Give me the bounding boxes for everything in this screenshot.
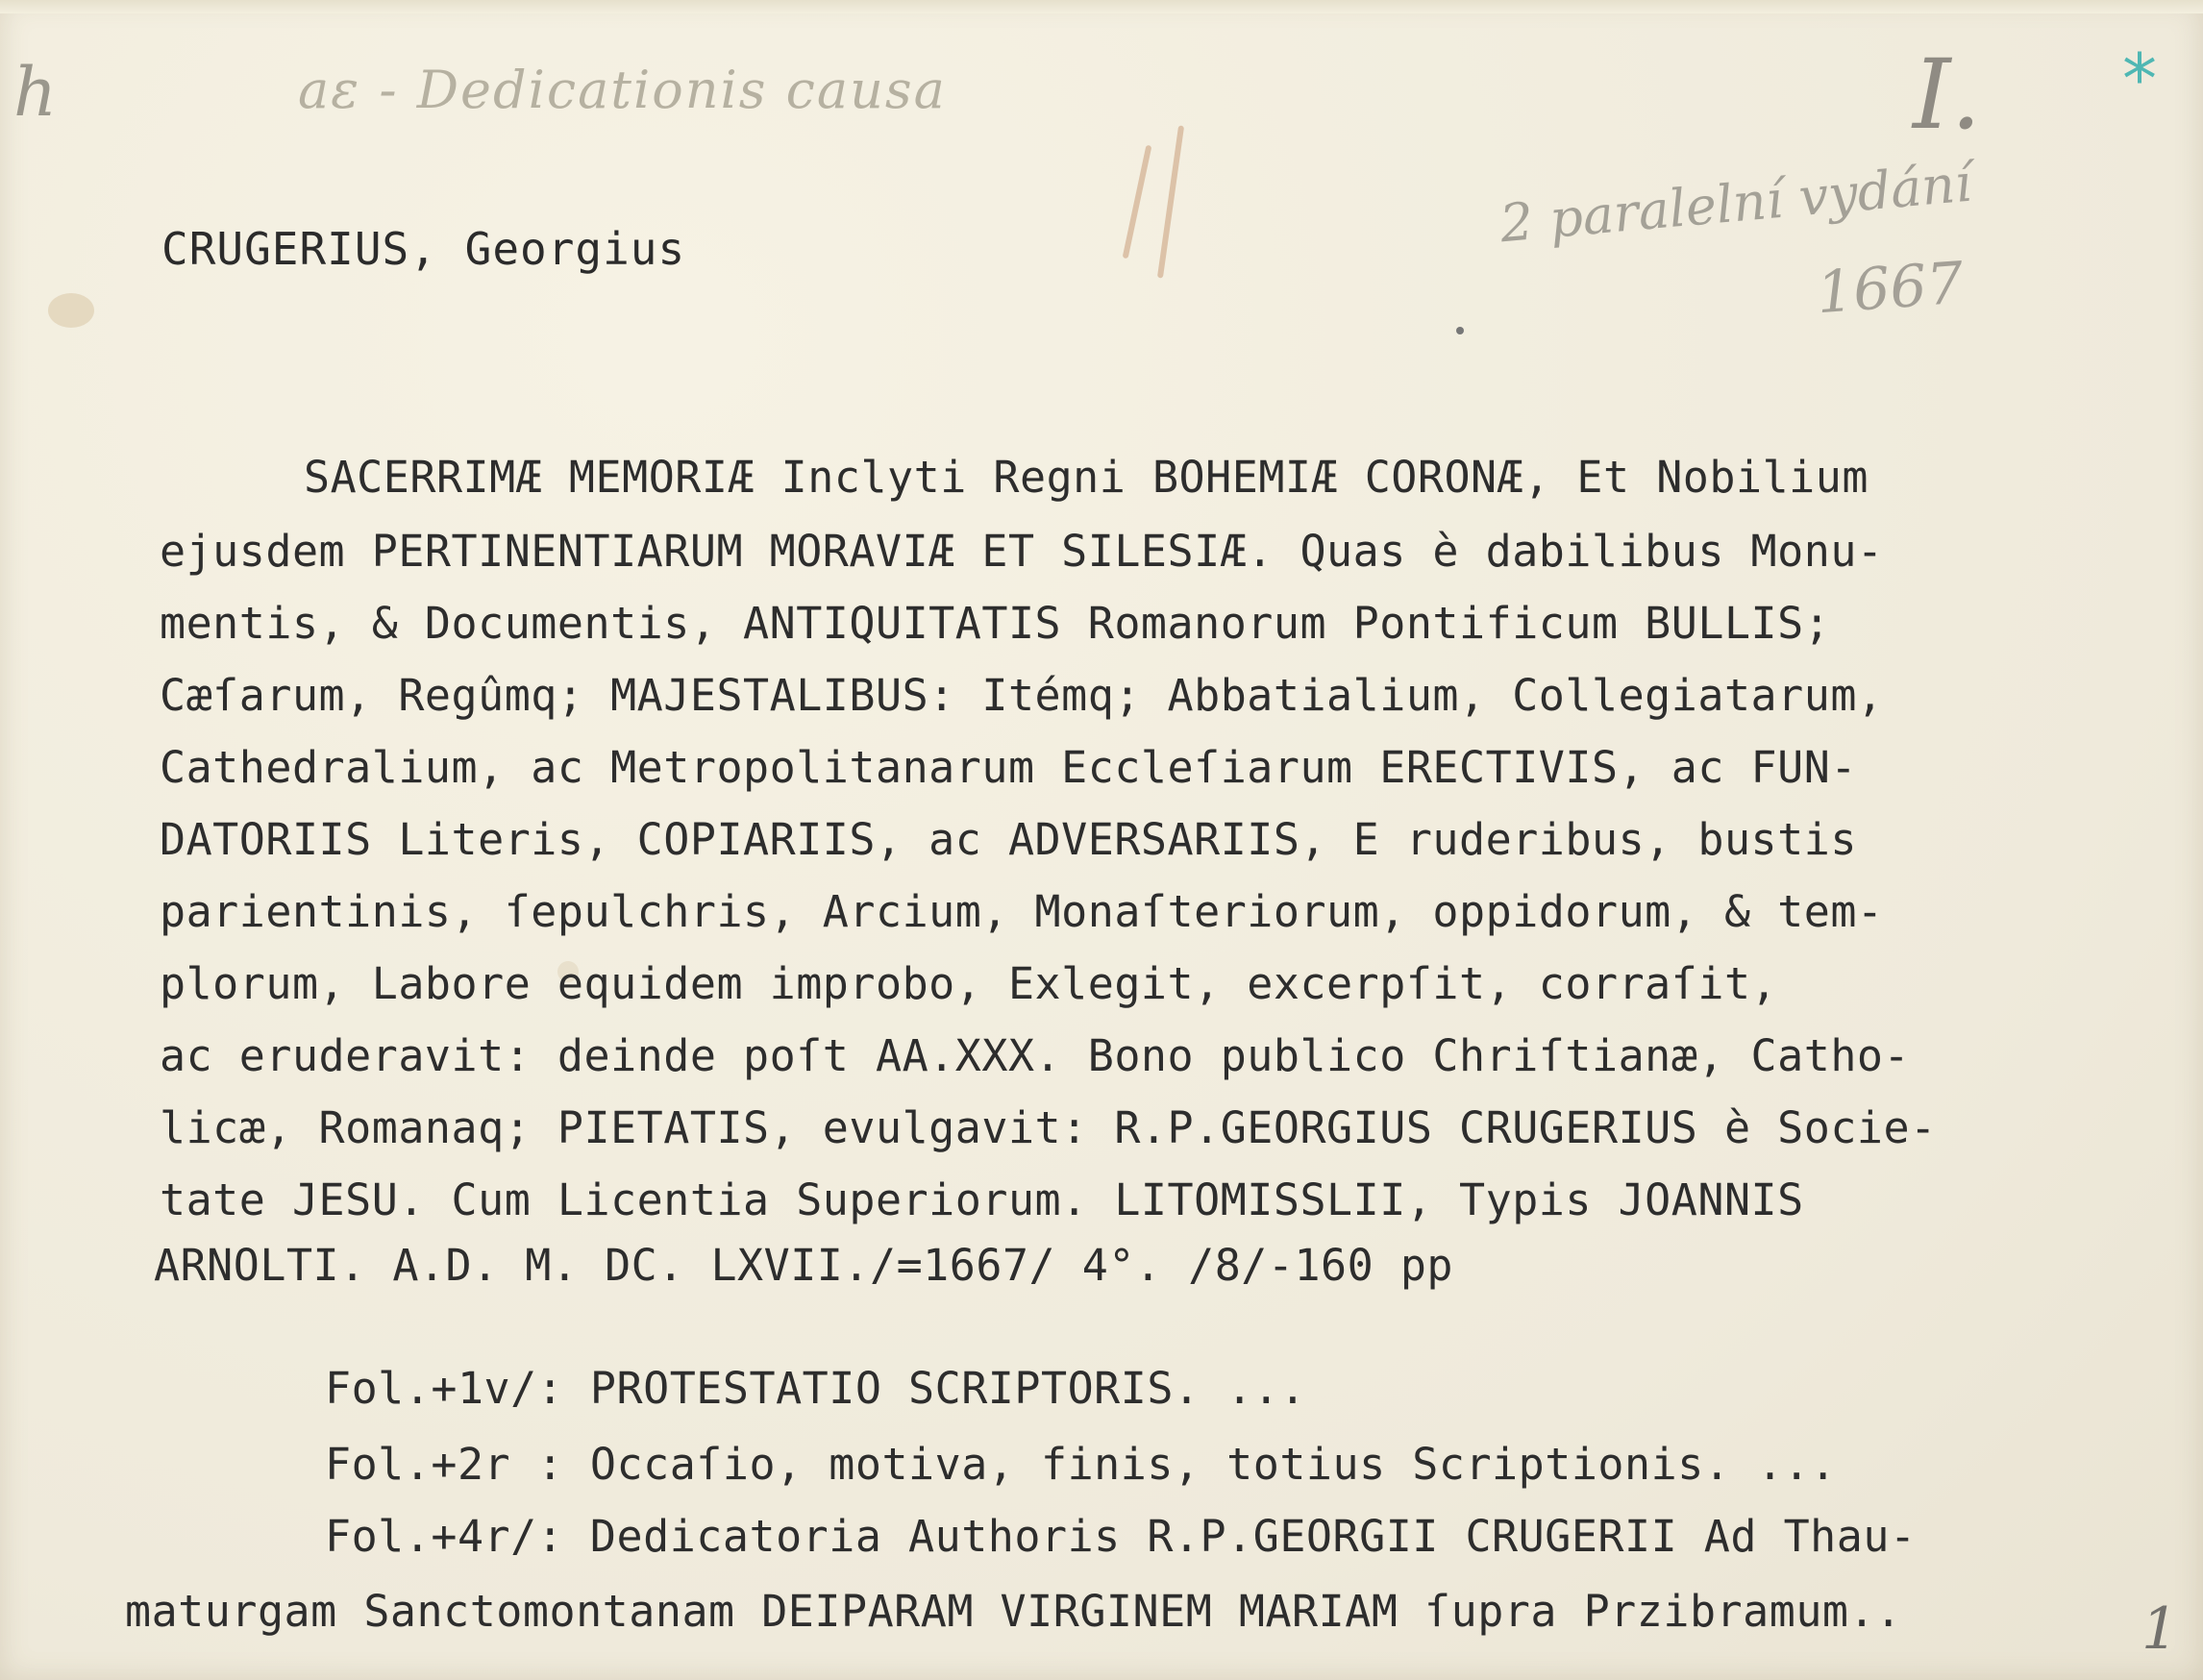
ink-dot <box>1456 327 1464 334</box>
title-line: tate JESU. Cum Licentia Superiorum. LITOMISSLII, Typis JOANNIS <box>160 1174 1804 1225</box>
handwritten-page-number: 1 <box>2141 1595 2179 1663</box>
title-line: licæ, Romanaq; PIETATIS, evulgavit: R.P.GEORGIUS CRUGERIUS è Socie- <box>160 1102 1937 1153</box>
handwritten-top-note: aε - Dedicationis causa <box>298 60 947 120</box>
title-line: ac eruderavit: deinde poſt AA.XXX. Bono publico Chriſtianæ, Catho- <box>160 1030 1911 1081</box>
author-heading: CRUGERIUS, Georgius <box>161 223 686 275</box>
title-line: mentis, & Documentis, ANTIQUITATIS Romanorum Pontificum BULLIS; <box>160 598 1831 649</box>
folio-line: Fol.+2r : Occaſio, motiva, finis, totius Scriptionis. ... <box>325 1439 1837 1490</box>
title-line: ejusdem PERTINENTIARUM MORAVIÆ ET SILESIÆ. Quas è dabilibus Monu- <box>160 526 1884 577</box>
handwritten-year-note: 1667 <box>1814 249 1966 328</box>
handwritten-right-note: 2 paralelní vydání <box>1498 152 1974 255</box>
paper-smudge <box>48 293 94 328</box>
title-line: plorum, Labore equidem improbo, Exlegit, excerpſit, corraſit, <box>160 958 1778 1009</box>
folio-line: maturgam Sanctomontanam DEIPARAM VIRGINEM MARIAM ſupra Przibramum.. <box>125 1586 1902 1637</box>
title-line: Cathedralium, ac Metropolitanarum Eccleſiarum ERECTIVIS, ac FUN- <box>160 742 1857 793</box>
pencil-stroke <box>1123 145 1152 259</box>
folio-line: Fol.+1v/: PROTESTATIO SCRIPTORIS. ... <box>325 1363 1306 1414</box>
handwritten-corner-letter: h <box>13 53 58 132</box>
pencil-stroke <box>1157 125 1184 278</box>
card-top-edge <box>0 0 2203 13</box>
title-line: Cæſarum, Regûmq; MAJESTALIBUS: Itémq; Abbatialium, Collegiatarum, <box>160 670 1884 721</box>
title-line: SACERRIMÆ MEMORIÆ Inclyti Regni BOHEMIÆ CORONÆ, Et Nobilium <box>304 452 1869 503</box>
title-line: DATORIIS Literis, COPIARIIS, ac ADVERSARIIS, E ruderibus, bustis <box>160 814 1857 865</box>
folio-line: Fol.+4r/: Dedicatoria Authoris R.P.GEORGII CRUGERII Ad Thau- <box>325 1511 1917 1562</box>
handwritten-roman-numeral: I. <box>1913 38 1982 151</box>
title-line: parientinis, ſepulchris, Arcium, Monaſteriorum, oppidorum, & tem- <box>160 886 1884 937</box>
title-line: ARNOLTI. A.D. M. DC. LXVII./=1667/ 4°. /8/-160 pp <box>154 1240 1454 1291</box>
asterisk-mark: * <box>2122 38 2157 119</box>
